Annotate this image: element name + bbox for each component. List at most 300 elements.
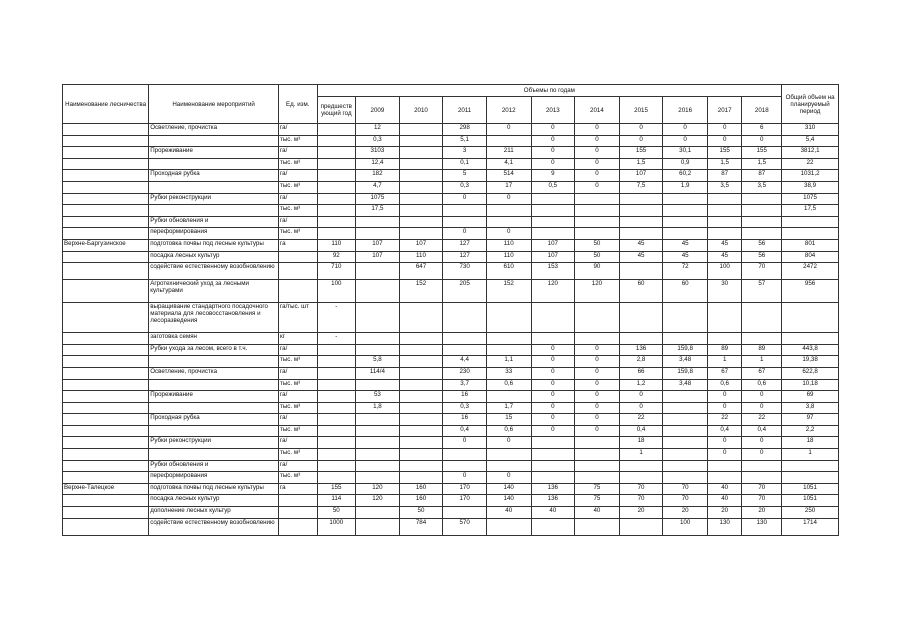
value-cell <box>486 518 531 535</box>
value-cell <box>399 414 443 426</box>
value-cell: 3,5 <box>707 181 741 193</box>
value-cell <box>317 205 356 217</box>
unit-cell: га/ <box>279 391 318 403</box>
value-cell: 155 <box>619 147 663 159</box>
value-cell: 110 <box>486 251 531 263</box>
value-cell: 57 <box>742 280 782 303</box>
measure-cell <box>149 135 279 147</box>
table-row <box>63 205 839 217</box>
value-cell <box>707 193 741 205</box>
unit-cell: га/ <box>279 437 318 449</box>
total-cell <box>782 472 839 484</box>
value-cell: 90 <box>575 263 620 280</box>
value-cell <box>399 193 443 205</box>
value-cell: 75 <box>575 495 620 507</box>
value-cell <box>443 344 487 356</box>
forestry-cell <box>63 391 149 403</box>
value-cell <box>575 216 620 228</box>
value-cell <box>742 472 782 484</box>
unit-cell: тыс. м³ <box>279 158 318 170</box>
value-cell <box>531 216 575 228</box>
value-cell <box>317 216 356 228</box>
value-cell: 100 <box>317 280 356 303</box>
value-cell: 5 <box>443 170 487 182</box>
unit-cell: га/ <box>279 414 318 426</box>
value-cell: 170 <box>443 495 487 507</box>
value-cell <box>317 344 356 356</box>
value-cell: 107 <box>619 170 663 182</box>
forestry-cell <box>63 170 149 182</box>
value-cell <box>399 460 443 472</box>
value-cell: 710 <box>317 263 356 280</box>
value-cell: 0,3 <box>356 135 400 147</box>
value-cell: 0 <box>486 437 531 449</box>
value-cell: 0 <box>619 402 663 414</box>
value-cell: 0 <box>531 356 575 368</box>
value-cell: 89 <box>742 344 782 356</box>
value-cell: 155 <box>742 147 782 159</box>
forestry-cell <box>63 402 149 414</box>
value-cell <box>399 425 443 437</box>
value-cell: 70 <box>619 495 663 507</box>
value-cell: 22 <box>619 414 663 426</box>
header-year: 2015 <box>619 97 663 124</box>
value-cell <box>317 193 356 205</box>
value-cell <box>531 333 575 345</box>
value-cell: 0 <box>707 402 741 414</box>
forestry-cell <box>63 228 149 240</box>
value-cell: 127 <box>443 251 487 263</box>
measure-cell: Рубки реконструкции <box>149 437 279 449</box>
value-cell: 298 <box>443 124 487 136</box>
value-cell <box>619 263 663 280</box>
value-cell <box>317 472 356 484</box>
value-cell <box>356 303 400 333</box>
value-cell: 114/4 <box>356 367 400 379</box>
value-cell: 211 <box>486 147 531 159</box>
value-cell <box>707 333 741 345</box>
value-cell <box>619 472 663 484</box>
value-cell: 4,1 <box>486 158 531 170</box>
total-cell <box>782 228 839 240</box>
measure-cell: Прореживание <box>149 391 279 403</box>
value-cell: 205 <box>443 280 487 303</box>
value-cell: 70 <box>742 483 782 495</box>
total-cell: 19,38 <box>782 356 839 368</box>
forestry-cell <box>63 437 149 449</box>
table-row <box>63 391 839 403</box>
value-cell <box>317 228 356 240</box>
value-cell: 0 <box>531 158 575 170</box>
value-cell <box>575 449 620 461</box>
value-cell <box>707 228 741 240</box>
value-cell: 136 <box>531 495 575 507</box>
unit-cell: тыс. м³ <box>279 425 318 437</box>
value-cell <box>317 367 356 379</box>
value-cell: 0 <box>531 124 575 136</box>
value-cell <box>663 449 708 461</box>
value-cell <box>707 205 741 217</box>
unit-cell <box>279 495 318 507</box>
value-cell: 89 <box>707 344 741 356</box>
value-cell: 514 <box>486 170 531 182</box>
total-cell: 1031,2 <box>782 170 839 182</box>
value-cell <box>399 228 443 240</box>
measure-cell <box>149 356 279 368</box>
value-cell: 70 <box>619 483 663 495</box>
unit-cell: тыс. м³ <box>279 402 318 414</box>
value-cell <box>663 228 708 240</box>
value-cell: 0,1 <box>443 158 487 170</box>
value-cell: 155 <box>707 147 741 159</box>
total-cell: 17,5 <box>782 205 839 217</box>
value-cell: 1 <box>707 356 741 368</box>
unit-cell: кг <box>279 333 318 345</box>
value-cell: 1,5 <box>619 158 663 170</box>
table-row <box>63 251 839 263</box>
value-cell <box>575 460 620 472</box>
value-cell <box>399 356 443 368</box>
total-cell: 1714 <box>782 518 839 535</box>
measure-cell: Осветление, прочистка <box>149 367 279 379</box>
value-cell: 1 <box>742 356 782 368</box>
value-cell <box>531 472 575 484</box>
measure-cell: посадка лесных культур <box>149 251 279 263</box>
value-cell: 45 <box>707 239 741 251</box>
value-cell: 136 <box>531 483 575 495</box>
value-cell: 60 <box>663 280 708 303</box>
value-cell: 22 <box>707 414 741 426</box>
value-cell: 92 <box>317 251 356 263</box>
value-cell: 0,4 <box>742 425 782 437</box>
value-cell: 1,1 <box>486 356 531 368</box>
value-cell <box>317 124 356 136</box>
value-cell <box>486 303 531 333</box>
measure-cell: дополнение лесных культур <box>149 507 279 519</box>
value-cell: 0 <box>575 356 620 368</box>
header-year: 2013 <box>531 97 575 124</box>
value-cell: 70 <box>742 263 782 280</box>
value-cell <box>663 193 708 205</box>
value-cell <box>663 414 708 426</box>
value-cell: 40 <box>486 507 531 519</box>
value-cell <box>486 449 531 461</box>
table-row <box>63 460 839 472</box>
value-cell: 0 <box>707 437 741 449</box>
forestry-cell <box>63 495 149 507</box>
value-cell: 107 <box>531 239 575 251</box>
measure-cell: Рубки обновления и <box>149 216 279 228</box>
value-cell <box>663 402 708 414</box>
value-cell: 0 <box>619 391 663 403</box>
unit-cell: га/ <box>279 124 318 136</box>
table-row <box>63 437 839 449</box>
value-cell <box>486 391 531 403</box>
header-year: 2016 <box>663 97 708 124</box>
table-row <box>63 333 839 345</box>
value-cell <box>356 280 400 303</box>
value-cell <box>443 303 487 333</box>
header-year: 2018 <box>742 97 782 124</box>
unit-cell <box>279 280 318 303</box>
value-cell: 70 <box>663 483 708 495</box>
total-cell: 22 <box>782 158 839 170</box>
value-cell: 0,6 <box>486 425 531 437</box>
table-row <box>63 379 839 391</box>
value-cell <box>443 333 487 345</box>
value-cell: 610 <box>486 263 531 280</box>
table-row <box>63 402 839 414</box>
measure-cell: подготовка почвы под лесные культуры <box>149 239 279 251</box>
value-cell <box>356 507 400 519</box>
value-cell <box>399 205 443 217</box>
value-cell: 0 <box>575 425 620 437</box>
value-cell: 153 <box>531 263 575 280</box>
value-cell <box>707 216 741 228</box>
value-cell: 100 <box>663 518 708 535</box>
value-cell: 20 <box>742 507 782 519</box>
value-cell <box>486 460 531 472</box>
total-cell <box>782 303 839 333</box>
value-cell <box>399 303 443 333</box>
header-year: 2011 <box>443 97 487 124</box>
header-year: 2009 <box>356 97 400 124</box>
value-cell <box>399 449 443 461</box>
value-cell <box>531 437 575 449</box>
value-cell: 0 <box>443 228 487 240</box>
value-cell <box>619 205 663 217</box>
header-year: предшеств ующий год <box>317 97 356 124</box>
forestry-cell <box>63 518 149 535</box>
value-cell: 20 <box>619 507 663 519</box>
measure-cell: заготовка семян <box>149 333 279 345</box>
total-cell: 97 <box>782 414 839 426</box>
table-row <box>63 495 839 507</box>
value-cell <box>399 158 443 170</box>
value-cell: 0 <box>443 472 487 484</box>
table-row <box>63 170 839 182</box>
value-cell <box>317 402 356 414</box>
unit-cell: га/ <box>279 170 318 182</box>
forest-activities-table <box>62 84 839 536</box>
value-cell: 107 <box>356 239 400 251</box>
measure-cell: Рубки реконструкции <box>149 193 279 205</box>
value-cell: 100 <box>707 263 741 280</box>
header-forestry: Наименование лесничества <box>63 85 149 124</box>
value-cell: 0 <box>443 437 487 449</box>
value-cell <box>356 333 400 345</box>
measure-cell: Рубки обновления и <box>149 460 279 472</box>
value-cell <box>399 124 443 136</box>
unit-cell: га/тыс. шт <box>279 303 318 333</box>
forestry-cell <box>63 124 149 136</box>
value-cell <box>486 216 531 228</box>
value-cell: 45 <box>619 239 663 251</box>
forestry-cell <box>63 507 149 519</box>
value-cell <box>663 472 708 484</box>
value-cell: 17 <box>486 181 531 193</box>
value-cell: 45 <box>707 251 741 263</box>
value-cell: 0 <box>575 181 620 193</box>
value-cell: 0,9 <box>663 158 708 170</box>
value-cell: 0 <box>443 193 487 205</box>
value-cell: 16 <box>443 391 487 403</box>
value-cell <box>356 472 400 484</box>
value-cell <box>575 228 620 240</box>
total-cell: 2,2 <box>782 425 839 437</box>
value-cell: 159,8 <box>663 344 708 356</box>
value-cell <box>531 460 575 472</box>
measure-cell: переформирования <box>149 228 279 240</box>
value-cell: 20 <box>663 507 708 519</box>
value-cell <box>663 303 708 333</box>
value-cell: 3103 <box>356 147 400 159</box>
header-year: 2014 <box>575 97 620 124</box>
value-cell <box>399 135 443 147</box>
value-cell <box>619 333 663 345</box>
total-cell: 1051 <box>782 495 839 507</box>
table-row <box>63 518 839 535</box>
forestry-cell <box>63 181 149 193</box>
measure-cell: Рубки ухода за лесом, всего в т.ч. <box>149 344 279 356</box>
value-cell: 50 <box>317 507 356 519</box>
value-cell: 152 <box>486 280 531 303</box>
value-cell <box>317 449 356 461</box>
table-row <box>63 472 839 484</box>
value-cell <box>317 414 356 426</box>
value-cell: 0 <box>531 379 575 391</box>
value-cell <box>531 193 575 205</box>
value-cell: 120 <box>356 483 400 495</box>
unit-cell: тыс. м³ <box>279 205 318 217</box>
value-cell: 30,1 <box>663 147 708 159</box>
value-cell <box>317 181 356 193</box>
value-cell <box>619 193 663 205</box>
value-cell <box>531 205 575 217</box>
value-cell: 3 <box>443 147 487 159</box>
table-row <box>63 193 839 205</box>
value-cell: 1,9 <box>663 181 708 193</box>
value-cell <box>486 344 531 356</box>
value-cell: 0 <box>486 472 531 484</box>
value-cell: 0 <box>663 135 708 147</box>
forestry-cell: Верхне-Талецкое <box>63 483 149 495</box>
value-cell <box>742 228 782 240</box>
value-cell <box>317 170 356 182</box>
value-cell: 40 <box>707 495 741 507</box>
value-cell: 45 <box>619 251 663 263</box>
value-cell <box>619 518 663 535</box>
value-cell <box>317 135 356 147</box>
forestry-cell <box>63 147 149 159</box>
measure-cell: содействие естественному возобновлению <box>149 518 279 535</box>
value-cell <box>356 344 400 356</box>
value-cell: 0 <box>531 344 575 356</box>
total-cell: 1075 <box>782 193 839 205</box>
value-cell: 110 <box>486 239 531 251</box>
value-cell <box>707 303 741 333</box>
value-cell: 0 <box>575 124 620 136</box>
forestry-cell <box>63 303 149 333</box>
table-row <box>63 303 839 333</box>
value-cell <box>443 507 487 519</box>
table-row <box>63 216 839 228</box>
unit-cell: га <box>279 483 318 495</box>
value-cell: 87 <box>707 170 741 182</box>
value-cell: 0 <box>619 124 663 136</box>
value-cell <box>663 333 708 345</box>
value-cell <box>663 216 708 228</box>
value-cell: 33 <box>486 367 531 379</box>
value-cell: 0,3 <box>443 181 487 193</box>
table-row <box>63 425 839 437</box>
forestry-cell <box>63 158 149 170</box>
value-cell: 45 <box>663 239 708 251</box>
value-cell: 110 <box>399 251 443 263</box>
value-cell: 12 <box>356 124 400 136</box>
value-cell: 0 <box>707 449 741 461</box>
total-cell: 3812,1 <box>782 147 839 159</box>
table-row <box>63 263 839 280</box>
value-cell <box>317 437 356 449</box>
unit-cell: га/ <box>279 147 318 159</box>
value-cell <box>742 333 782 345</box>
value-cell: 0 <box>531 425 575 437</box>
forestry-cell <box>63 449 149 461</box>
value-cell: 70 <box>742 495 782 507</box>
value-cell: 0 <box>486 124 531 136</box>
total-cell: 443,8 <box>782 344 839 356</box>
total-cell: 804 <box>782 251 839 263</box>
measure-cell: Осветление, прочистка <box>149 124 279 136</box>
value-cell: 0 <box>663 124 708 136</box>
header-volumes-by-year: Объемы по годам <box>317 85 782 97</box>
value-cell: 56 <box>742 251 782 263</box>
value-cell <box>356 518 400 535</box>
total-cell: 69 <box>782 391 839 403</box>
value-cell: 0 <box>707 135 741 147</box>
value-cell <box>399 147 443 159</box>
value-cell: 570 <box>443 518 487 535</box>
value-cell <box>531 228 575 240</box>
unit-cell <box>279 518 318 535</box>
forestry-cell: Верхне-Баргузинское <box>63 239 149 251</box>
value-cell: 0 <box>742 391 782 403</box>
table-row <box>63 228 839 240</box>
header-unit: Ед. изм. <box>279 85 318 124</box>
value-cell: 0 <box>531 135 575 147</box>
value-cell <box>356 437 400 449</box>
value-cell <box>742 205 782 217</box>
value-cell: 1,8 <box>356 402 400 414</box>
value-cell <box>356 414 400 426</box>
value-cell: 182 <box>356 170 400 182</box>
value-cell: 0 <box>531 391 575 403</box>
total-cell: 956 <box>782 280 839 303</box>
value-cell: 53 <box>356 391 400 403</box>
value-cell: 0,6 <box>486 379 531 391</box>
value-cell: 5,1 <box>443 135 487 147</box>
unit-cell: га/ <box>279 367 318 379</box>
total-cell: 18 <box>782 437 839 449</box>
total-cell <box>782 460 839 472</box>
value-cell <box>399 216 443 228</box>
total-cell: 1051 <box>782 483 839 495</box>
value-cell: 5,8 <box>356 356 400 368</box>
value-cell <box>663 425 708 437</box>
unit-cell: тыс. м³ <box>279 356 318 368</box>
value-cell: 0 <box>575 402 620 414</box>
